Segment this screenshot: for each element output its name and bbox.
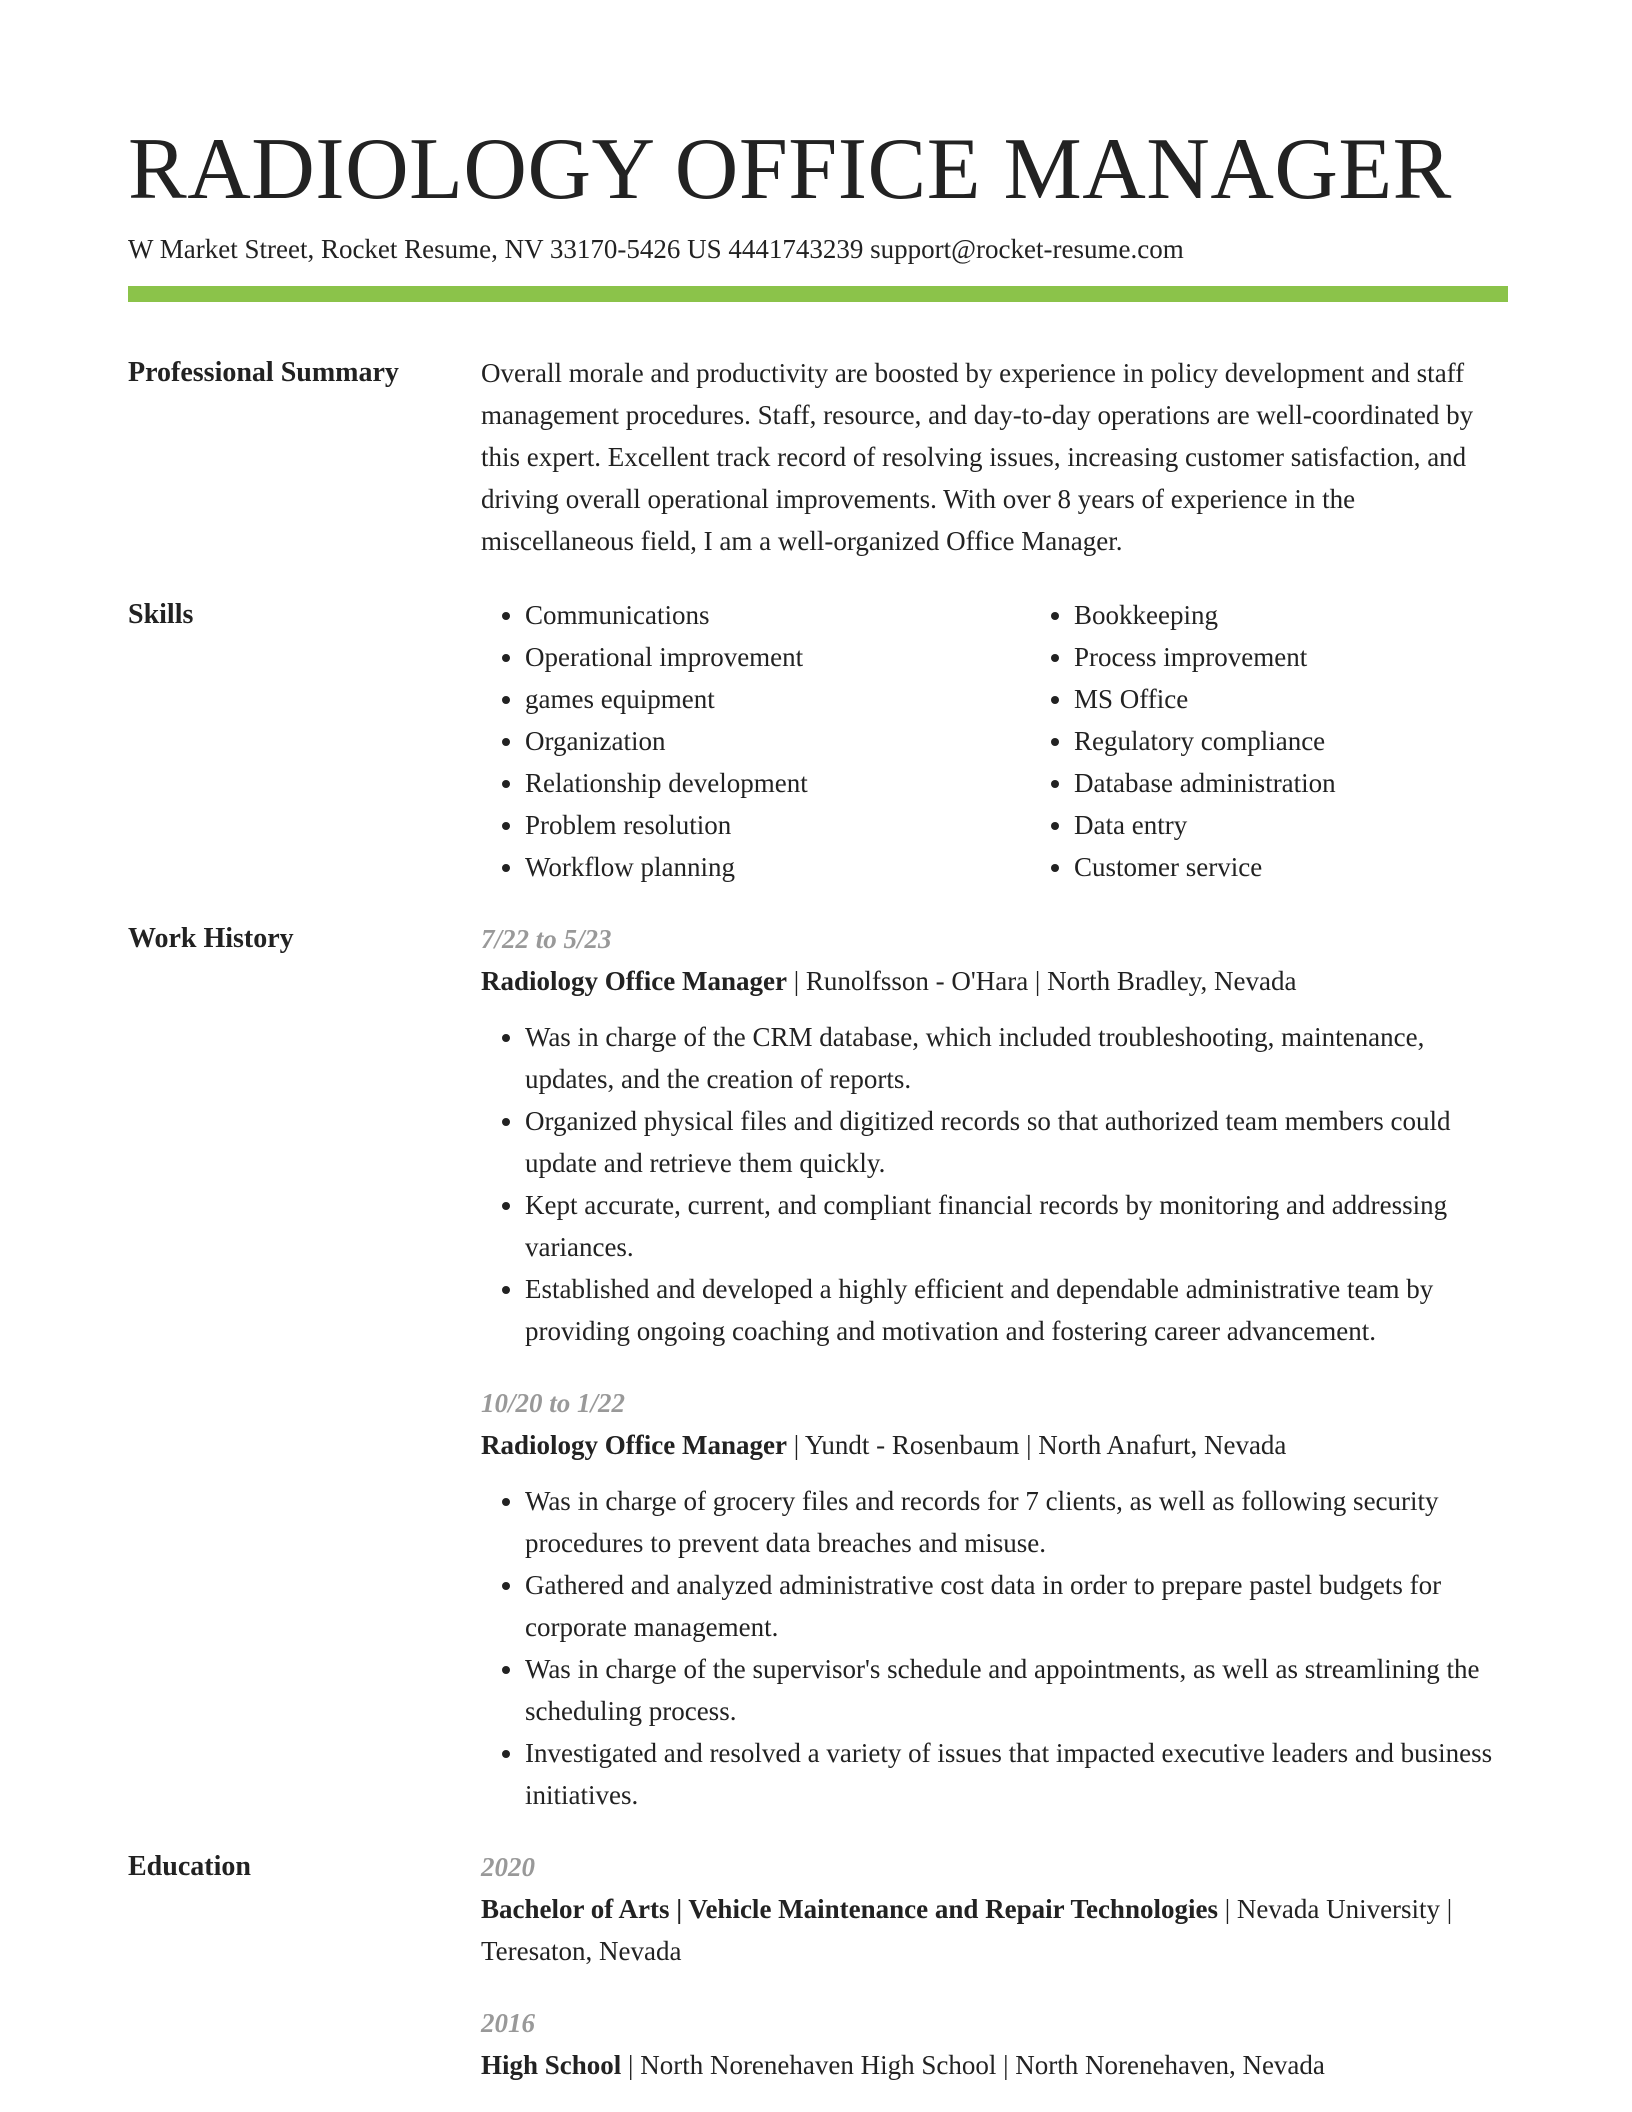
job-header — [481, 960, 1508, 1002]
job-details: | Runolfsson - O'Hara | North Bradley, Nevada — [786, 966, 1297, 996]
education-date: 2016 — [481, 2008, 535, 2038]
work-history-section — [128, 888, 1508, 1816]
job-dates: 10/20 to 1/22 — [481, 1388, 626, 1418]
skill-item: • MS Office — [1074, 678, 1336, 720]
job-bullet: • Gathered and analyzed administrative cost data in order to prepare pastel budgets for corporate management. — [525, 1564, 1508, 1648]
skills-list-left — [481, 594, 1030, 888]
job-dates: 7/22 to 5/23 — [481, 924, 612, 954]
skills-section — [128, 562, 1508, 888]
education-line — [481, 2044, 1508, 2086]
work-history-heading: Work History — [128, 923, 294, 954]
job-bullet: • Investigated and resolved a variety of issues that impacted executive leaders and business initiatives. — [525, 1732, 1508, 1816]
education-date: 2020 — [481, 1852, 535, 1882]
job-title: Radiology Office Manager — [481, 966, 787, 996]
skill-item: • Communications — [525, 594, 1030, 636]
skills-list-right — [1030, 594, 1336, 888]
work-history-content — [481, 918, 1508, 1816]
education-details: | North Norenehaven High School | North Norenehaven, Nevada — [621, 2050, 1325, 2080]
education-section — [128, 1816, 1508, 2086]
education-heading: Education — [128, 1851, 251, 1882]
job-bullet: • Was in charge of the CRM database, which included troubleshooting, maintenance, updates, and the creation of reports. — [525, 1016, 1508, 1100]
education-content — [481, 1846, 1508, 2086]
skill-item: • Organization — [525, 720, 1030, 762]
skill-item: • Process improvement — [1074, 636, 1336, 678]
education-entry — [481, 2002, 1508, 2086]
job-bullet: • Was in charge of grocery files and records for 7 clients, as well as following security procedures to prevent data breaches and misuse. — [525, 1480, 1508, 1564]
resume-page — [128, 120, 1508, 2086]
summary-heading: Professional Summary — [128, 357, 399, 388]
resume-title: RADIOLOGY OFFICE MANAGER — [128, 121, 1452, 218]
contact-line: W Market Street, Rocket Resume, NV 33170-5426 US 4441743239 support@rocket-resume.com — [128, 234, 1184, 264]
skill-item: • Problem resolution — [525, 804, 1030, 846]
summary-section — [128, 302, 1508, 562]
job-header — [481, 1424, 1508, 1466]
summary-text: Overall morale and productivity are boosted by experience in policy development and staff management procedures. Staff, resource, and day-to-day operations are well-coordinated by this expert. Excellent track record of resolving issues, increasing customer satisfaction, and driving overall operational improvements. With over 8 years of experience in the miscellaneous field, I am a well-organized Office Manager. — [481, 358, 1474, 556]
job-entry — [481, 1382, 1508, 1816]
skills-columns — [481, 594, 1508, 888]
skill-item: • Bookkeeping — [1074, 594, 1336, 636]
job-bullet: • Established and developed a highly efficient and dependable administrative team by providing ongoing coaching and motivation and fostering career advancement. — [525, 1268, 1508, 1352]
skill-item: • Regulatory compliance — [1074, 720, 1336, 762]
education-line — [481, 1888, 1508, 1972]
skill-item: • Relationship development — [525, 762, 1030, 804]
skill-item: • Database administration — [1074, 762, 1336, 804]
education-degree: High School — [481, 2050, 622, 2080]
skill-item: • games equipment — [525, 678, 1030, 720]
job-bullet: • Was in charge of the supervisor's schedule and appointments, as well as streamlining the scheduling process. — [525, 1648, 1508, 1732]
education-entry — [481, 1846, 1508, 1972]
job-entry — [481, 918, 1508, 1352]
job-bullets — [481, 1016, 1508, 1352]
job-bullet: • Organized physical files and digitized records so that authorized team members could update and retrieve them quickly. — [525, 1100, 1508, 1184]
job-bullets — [481, 1480, 1508, 1816]
job-details: | Yundt - Rosenbaum | North Anafurt, Nevada — [786, 1430, 1287, 1460]
education-degree: Bachelor of Arts | Vehicle Maintenance and Repair Technologies — [481, 1894, 1218, 1924]
skill-item: • Data entry — [1074, 804, 1336, 846]
job-bullet: • Kept accurate, current, and compliant financial records by monitoring and addressing variances. — [525, 1184, 1508, 1268]
education-details: | Nevada University | Teresaton, Nevada — [481, 1894, 1453, 1966]
skill-item: • Operational improvement — [525, 636, 1030, 678]
skills-heading: Skills — [128, 599, 194, 630]
skill-item: • Workflow planning — [525, 846, 1030, 888]
job-title: Radiology Office Manager — [481, 1430, 787, 1460]
header-divider — [128, 286, 1508, 302]
skill-item: • Customer service — [1074, 846, 1336, 888]
